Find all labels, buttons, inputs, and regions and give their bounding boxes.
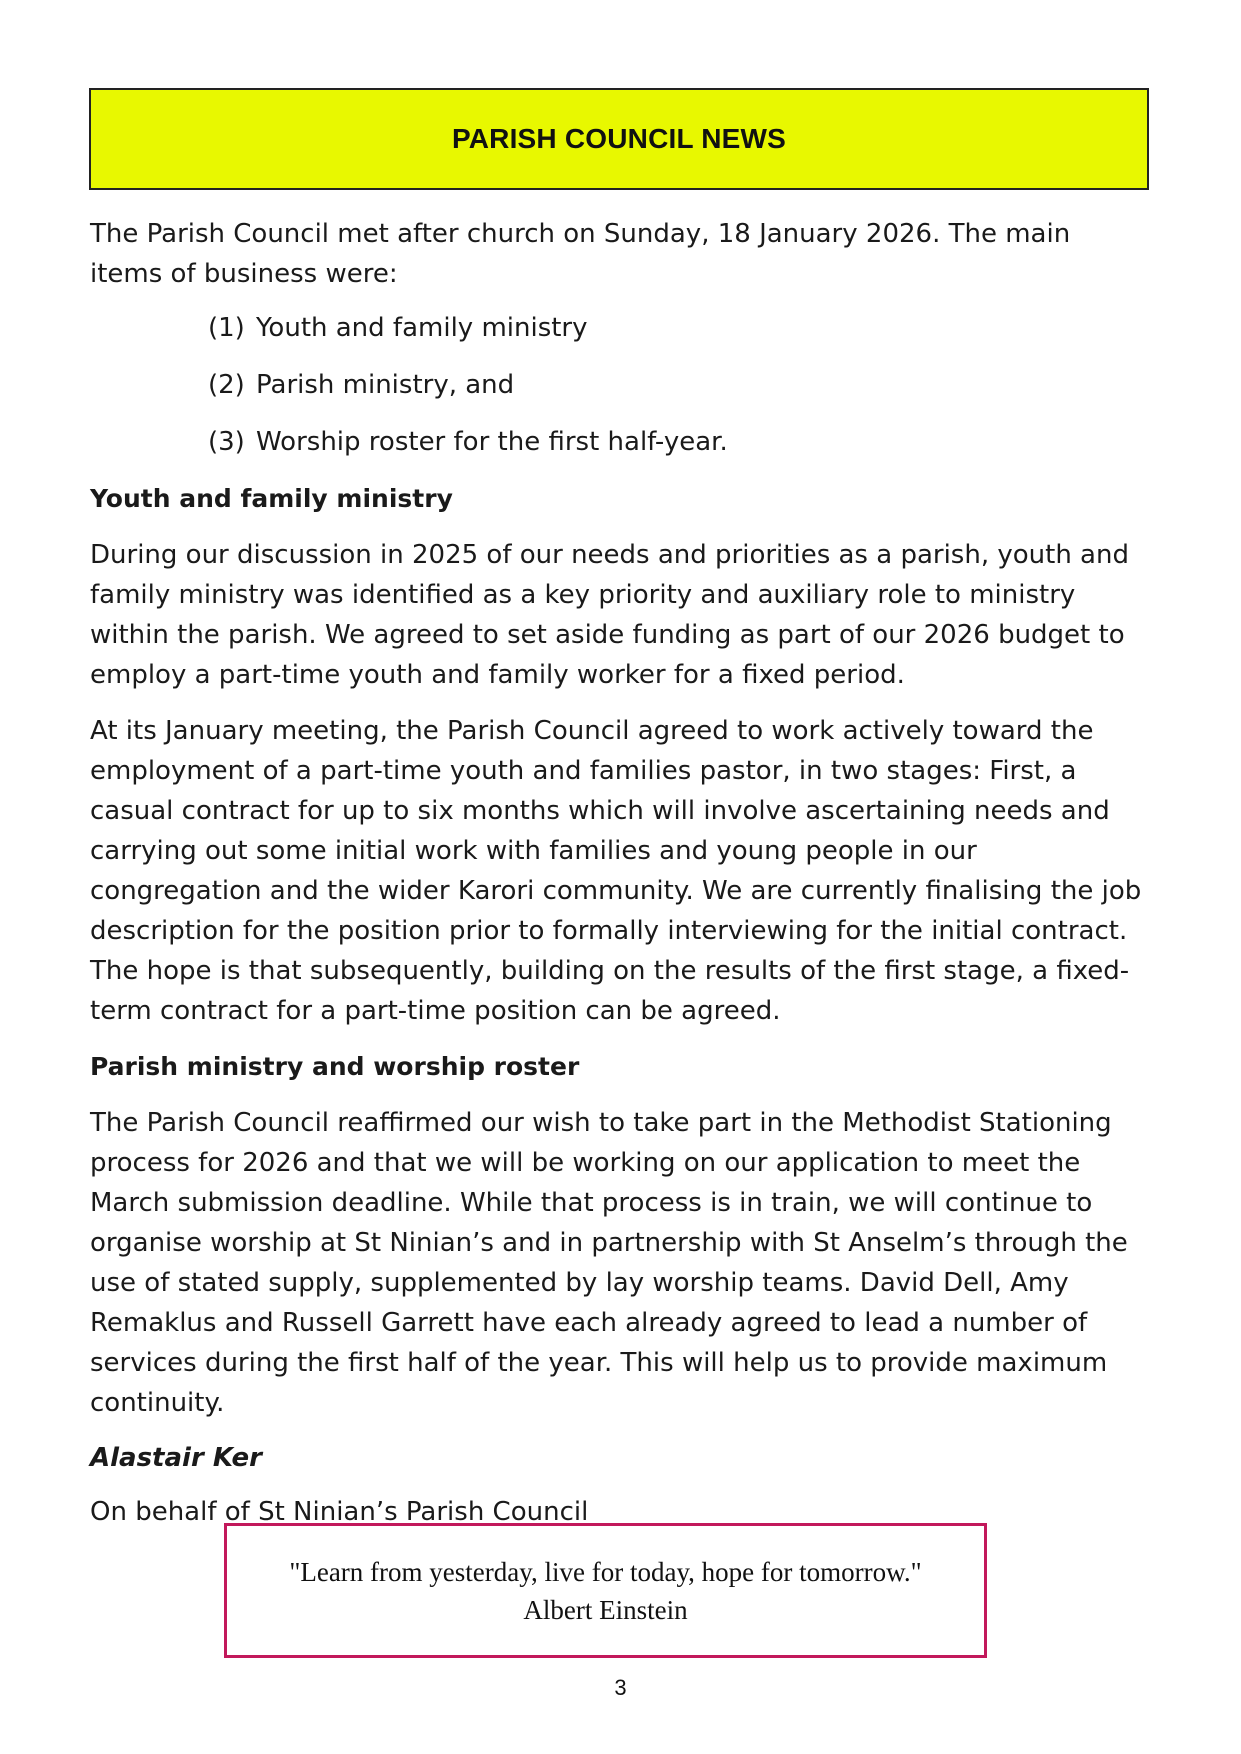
article-body — [90, 214, 1150, 1547]
page-banner — [89, 88, 1149, 190]
agenda-list — [90, 308, 1150, 462]
section-heading-youth: Youth and family ministry — [90, 484, 453, 513]
youth-paragraph-1: During our discussion in 2025 of our needs and priorities as a parish, youth and family ministry was identified as a key priority and auxiliary role to ministry within the parish. We agreed to set aside funding as part of our 2026 budget to employ a part-time youth and family worker for a fixed period. — [90, 540, 1129, 690]
signature-name: Alastair Ker — [90, 1443, 262, 1473]
quote-author: Albert Einstein — [523, 1594, 688, 1625]
agenda-item-text: Youth and family ministry — [256, 313, 588, 343]
banner-title: PARISH COUNCIL NEWS — [451, 123, 787, 154]
agenda-item-text: Parish ministry, and — [256, 370, 515, 400]
signature-role: On behalf of St Ninian’s Parish Council — [90, 1497, 589, 1527]
agenda-item-number: (2) — [208, 370, 245, 400]
agenda-item-number: (3) — [208, 427, 245, 457]
agenda-item-number: (1) — [208, 313, 245, 343]
agenda-item — [90, 308, 1150, 348]
agenda-item — [90, 422, 1150, 462]
section-heading-parish: Parish ministry and worship roster — [90, 1052, 580, 1081]
agenda-item — [90, 365, 1150, 405]
agenda-item-text: Worship roster for the first half-year. — [256, 427, 728, 457]
page-number: 3 — [614, 1675, 627, 1700]
youth-paragraph-2: At its January meeting, the Parish Council agreed to work actively toward the employment of a part-time youth and families pastor, in two stages: First, a casual contract for up to six months which will involve ascertaining needs and carrying out some initial work with families and young people in our congregation and the wider Karori community. We are currently finalising the job description for the position prior to formally interviewing for the initial contract. The hope is that subsequently, building on the results of the first stage, a fixed-term contract for a part-time position can be agreed. — [90, 716, 1142, 1026]
intro-paragraph: The Parish Council met after church on Sunday, 18 January 2026. The main items of business were: — [90, 219, 1071, 289]
parish-paragraph-1: The Parish Council reaffirmed our wish to take part in the Methodist Stationing process for 2026 and that we will be working on our application to meet the March submission deadline. While that process is in train, we will continue to organise worship at St Ninian’s and in partnership with St Anselm’s through the use of stated supply, supplemented by lay worship teams. David Dell, Amy Remaklus and Russell Garrett have each already agreed to lead a number of services during the first half of the year. This will help us to provide maximum continuity. — [90, 1108, 1128, 1418]
quote-text: "Learn from yesterday, live for today, hope for tomorrow." — [289, 1556, 922, 1587]
quote-box — [224, 1523, 987, 1658]
